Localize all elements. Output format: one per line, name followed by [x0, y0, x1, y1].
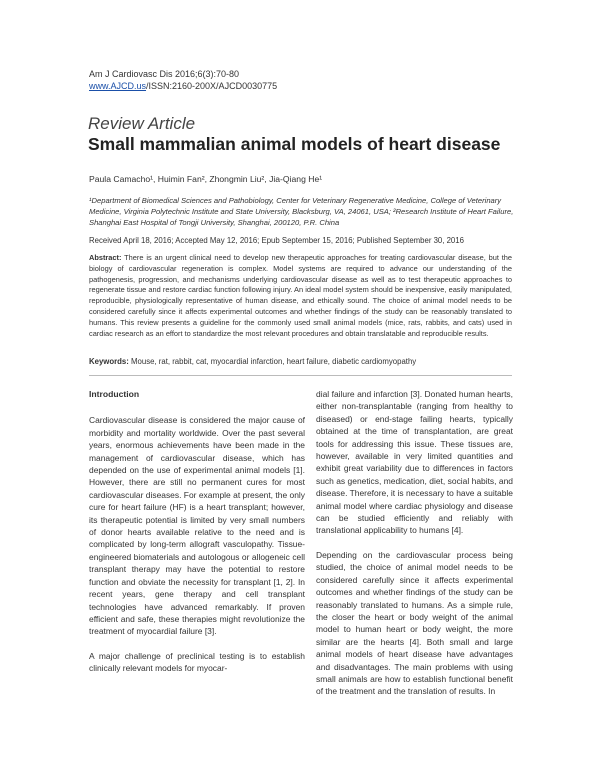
keywords-text: Mouse, rat, rabbit, cat, myocardial infarction, heart failure, diabetic cardiomyopathy: [131, 357, 417, 366]
affiliations: ¹Department of Biomedical Sciences and Pathobiology, Center for Veterinary Regenerative Medicine, College of Veterinary Medicine, Virginia Polytechnic Institute and State University, Blacksburg, VA, 24061, USA; ²Research Institute of Heart Failure, Shanghai East Hospital of Tongji University, Shanghai, 200120, P.R. China: [89, 196, 514, 227]
body-paragraph: Depending on the cardiovascular process being studied, the choice of animal model needs to be considered carefully since it affects experimental outcomes and whether findings of the study can be reasonably translated to humans. As a simple rule, the closer the heart or body weight of the animal model to human heart or body weight, the more similar are the hearts [4]. Both small and large animal models of heart disease have advantages and disadvantages. The main problems with using small animals are how to establish functional benefit of the treatment and the translation of results. In: [316, 549, 513, 697]
article-title: Small mammalian animal models of heart disease: [88, 134, 501, 154]
keywords-label: Keywords:: [89, 357, 129, 366]
right-column: [316, 388, 513, 710]
journal-id-line: [89, 80, 277, 92]
body-paragraph: A major challenge of preclinical testing is to establish clinically relevant models for myocar-: [89, 650, 305, 674]
journal-header: [89, 68, 277, 92]
author-list: Paula Camacho¹, Huimin Fan², Zhongmin Liu², Jia-Qiang He¹: [89, 174, 323, 184]
keywords: [89, 357, 416, 366]
journal-url-link[interactable]: www.AJCD.us: [89, 81, 147, 91]
abstract-label: Abstract:: [89, 253, 122, 262]
section-divider: [89, 375, 512, 376]
body-paragraph: Cardiovascular disease is considered the major cause of morbidity and mortality worldwide. Over the past several years, enormous achievements have been made in the management of cardiovascular disease, which has depended on the use of experimental animal models [1]. However, there are still no permanent cures for most cardiovascular diseases. For example at present, the only cure for heart failure (HF) is a heart transplant; however, its therapeutic potential is limited by very small numbers of donor hearts available relative to the need and is complicated by long-term allograft vasculopathy. Tissue-engineered biomaterials and autologous or allogeneic cell transplant therapy may have the potential to restore function and obviate the necessity for transplant [1, 2]. In recent years, gene therapy and cell transplant technologies have advanced remarkably. If proven efficient and safe, these therapies might revolutionize the treatment of myocardial failure [3].: [89, 415, 305, 637]
abstract-text: There is an urgent clinical need to develop new therapeutic approaches for treating cardiovascular disease, but the biology of cardiovascular regeneration is complex. Model systems are required to advance our understanding of the pathogenesis, progression, and mechanisms underlying cardiovascular disease as well as to test therapeutic approaches to regenerate tissue and restore cardiac function following injury. An ideal model system should be inexpensive, easily manipulated, reproducible, physiologically representative of human disease, and ethically sound. The choice of animal model needs to be considered carefully since it affects experimental outcomes and whether findings of the study can be reasonably translated to humans. This review presents a guideline for the commonly used small animal models (mice, rats, rabbits, and cats) used in cardiac research as an effort to standardize the most relevant procedures and obtain translatable and reproducible results.: [89, 253, 512, 338]
journal-issn: /ISSN:2160-200X/AJCD0030775: [146, 81, 278, 91]
body-paragraph: dial failure and infarction [3]. Donated human hearts, either non-transplantable (ranging from healthy to diseased) or end-stage failing hearts, typically obtained at the time of transplantation, are great tools for addressing this issue. These tissues are, however, available in very limited quantities and exhibit great variability due to differences in factors such as genetics, medication, diet, social habits, and disease. Therefore, it is necessary to have a suitable animal model where cardiac physiology and disease can be studied efficiently and reliably with translational applicability to humans [4].: [316, 389, 513, 536]
article-type: Review Article: [88, 114, 196, 133]
introduction-heading: Introduction: [89, 389, 140, 399]
journal-citation: Am J Cardiovasc Dis 2016;6(3):70-80: [89, 69, 240, 79]
abstract: [89, 253, 512, 339]
left-column: [89, 388, 305, 687]
publication-dates: Received April 18, 2016; Accepted May 12, 2016; Epub September 15, 2016; Published September 30, 2016: [89, 236, 464, 245]
